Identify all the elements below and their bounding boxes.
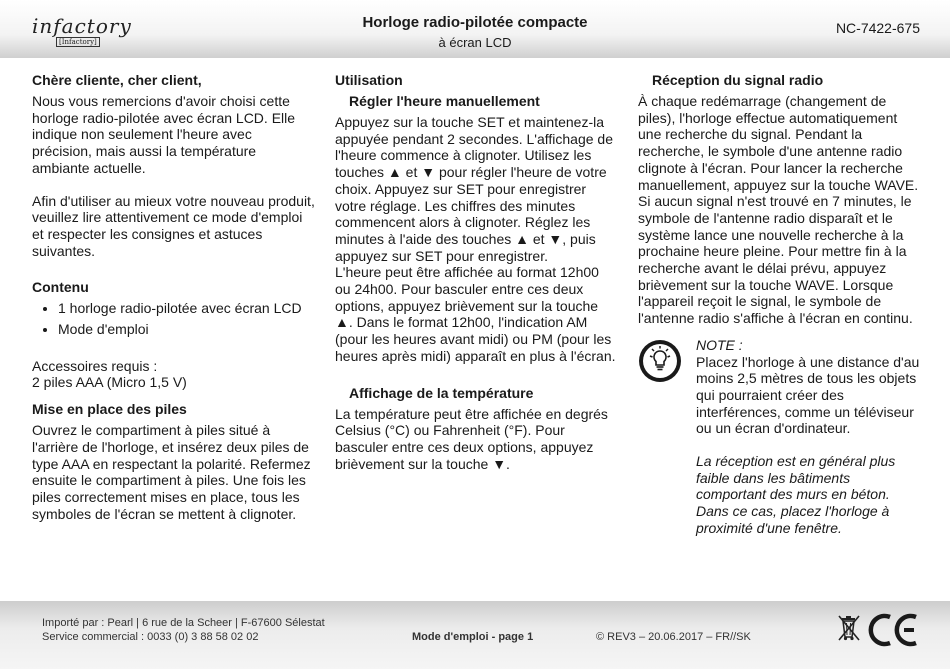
ce-mark-icon: [868, 613, 920, 647]
list-item: • Mode d'emploi: [58, 321, 315, 338]
column-middle: [335, 72, 618, 472]
weee-bin-icon: [836, 613, 862, 643]
column-left: [32, 72, 315, 522]
lightbulb-icon: [638, 339, 682, 383]
manual-time-paragraph-2: L'heure peut être affichée au format 12h00 ou 24h00. Pour basculer entre ces deux options, appuyez brièvement sur la touche ▲. Dans le format 12h00, l'indication AM (pour les heures avant midi) ou PM (pour les heures après midi) apparaît en plus à l'écran.: [335, 264, 616, 364]
page-header: [0, 0, 950, 58]
radio-signal-heading: Réception du signal radio: [652, 72, 824, 88]
accessories-value: 2 piles AAA (Micro 1,5 V): [32, 374, 187, 391]
batteries-heading: Mise en place des piles: [32, 401, 187, 418]
page-label: Mode d'emploi - page 1: [412, 631, 534, 643]
note-label: NOTE :: [696, 336, 743, 353]
note-italic-text: La réception est en général plus faible dans les bâtiments comportant des murs en béton. Dans ce cas, placez l'horloge à proximité d'une fenêtre.: [696, 453, 896, 536]
list-item: • 1 horloge radio-pilotée avec écran LCD: [58, 300, 315, 317]
batteries-paragraph: Ouvrez le compartiment à piles situé à l'arrière de l'horloge, et insérez deux piles de type AAA en respectant la polarité. Refermez ensuite le compartiment à piles. Une fois les piles correctement mises en place, tous les symboles de l'écran se mettent à clignoter.: [32, 422, 311, 522]
revision-label: © REV3 – 20.06.2017 – FR//SK: [596, 631, 751, 643]
intro-paragraph-1: Nous vous remercions d'avoir choisi cette horloge radio-pilotée avec écran LCD. Elle indique non seulement l'heure avec précision, mais aussi la température ambiante actuelle.: [32, 93, 296, 176]
document-title: Horloge radio-pilotée compacte: [362, 14, 588, 31]
usage-heading: Utilisation: [335, 72, 403, 88]
contents-heading: Contenu: [32, 279, 89, 296]
note-text: Placez l'horloge à une distance d'au moins 2,5 mètres de tous les objets qui pourraient créer des interférences, comme un téléviseur ou un écran d'ordinateur.: [696, 353, 920, 437]
accessories-label: Accessoires requis :: [32, 357, 158, 374]
page-footer: [0, 601, 950, 669]
radio-signal-paragraph: À chaque redémarrage (changement de piles), l'horloge effectue automatiquement une recherche du signal. Pendant la recherche, le symbole d'une antenne radio clignote à l'écran. Pour lancer la recherche manuellement, appuyez sur la touche WAVE. Si aucun signal n'est trouvé en 7 minutes, le symbole de l'antenne radio disparaît et le système lance une nouvelle recherche à la prochaine heure pleine. Pour mettre fin à la recherche avant le délai prévu, appuyez brièvement sur la touche WAVE. Lorsque l'appareil reçoit le signal, le symbole de l'antenne radio s'affiche à l'écran en continu.: [638, 93, 919, 327]
temperature-heading: Affichage de la température: [349, 384, 534, 401]
manual-time-paragraph-1: Appuyez sur la touche SET et maintenez-la appuyée pendant 2 secondes. L'affichage de l'heure commence à clignoter. Utilisez les touches ▲ et ▼ pour régler l'heure de votre choix. Appuyez sur SET pour enregistrer votre réglage. Les chiffres des minutes commencent alors à clignoter. Réglez les minutes à l'aide des touches ▲ et ▼, puis appuyez sur SET pour enregistrer.: [335, 114, 613, 264]
intro-paragraph-2: Afin d'utiliser au mieux votre nouveau produit, veuillez lire attentivement ce mode d'emploi et respecter les consignes et astuces suivantes.: [32, 192, 315, 259]
greeting-heading: Chère cliente, cher client,: [32, 72, 202, 88]
document-subtitle: à écran LCD: [438, 35, 512, 50]
contents-list: [32, 300, 315, 337]
logo-subtext: [Infactory]: [56, 37, 100, 47]
product-reference: NC-7422-675: [835, 20, 920, 36]
note-box: [638, 337, 920, 537]
importer-address: Importé par : Pearl | 6 rue de la Scheer | F-67600 Sélestat: [42, 617, 325, 629]
service-phone: Service commercial : 0033 (0) 3 88 58 02 02: [42, 631, 259, 643]
temperature-paragraph: La température peut être affichée en degrés Celsius (°C) ou Fahrenheit (°F). Pour basculer entre ces deux options, appuyez brièvement sur la touche ▼.: [335, 405, 608, 472]
logo-wordmark: infactory: [32, 14, 132, 38]
column-right: [638, 72, 920, 537]
manual-time-heading: Régler l'heure manuellement: [349, 93, 540, 109]
